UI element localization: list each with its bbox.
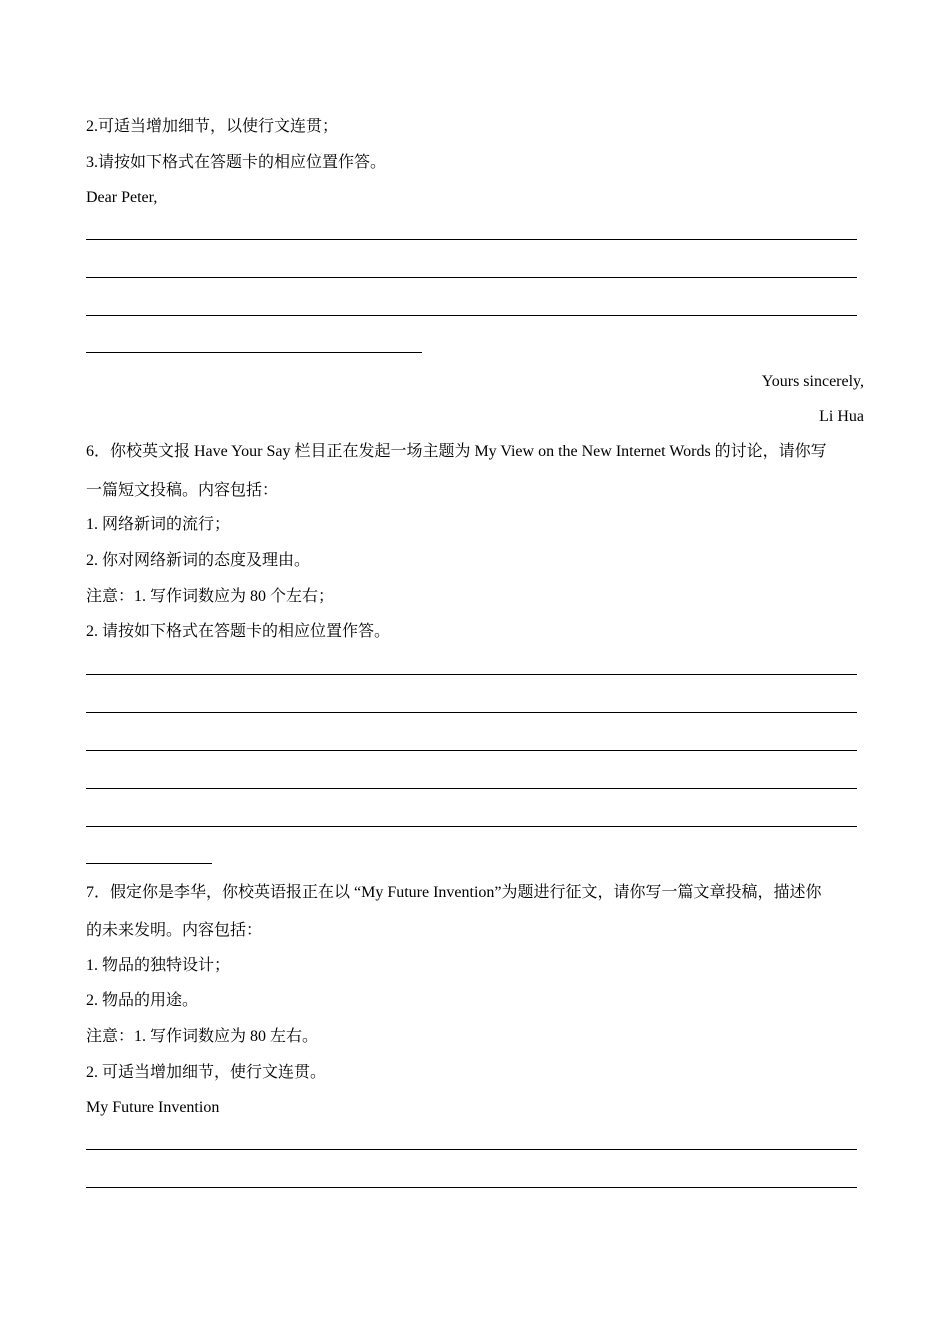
- answer-line: [86, 315, 857, 316]
- answer-line-partial: [86, 352, 422, 353]
- answer-line: [86, 1149, 857, 1150]
- letter-salutation: Dear Peter,: [86, 189, 158, 206]
- q6-note-1: 注意：1. 写作词数应为 80 个左右；: [86, 588, 335, 605]
- q7-prompt-line-2: 的未来发明。内容包括：: [86, 922, 263, 939]
- s5-note-2: 2.可适当增加细节，以使行文连贯；: [86, 118, 339, 135]
- answer-line: [86, 750, 857, 751]
- answer-line: [86, 674, 857, 675]
- q7-prompt-line-1: 7．假定你是李华，你校英语报正在以 “My Future Invention”为题进行征文，请你写一篇文章投稿，描述你: [86, 884, 822, 901]
- answer-line-partial: [86, 863, 212, 864]
- q6-note-2: 2. 请按如下格式在答题卡的相应位置作答。: [86, 623, 391, 640]
- q6-prompt-line-1: 6．你校英文报 Have Your Say 栏目正在发起一场主题为 My View on the New Internet Words 的讨论，请你写: [86, 443, 827, 460]
- answer-line: [86, 712, 857, 713]
- essay-title: My Future Invention: [86, 1099, 220, 1116]
- q7-note-2: 2. 可适当增加细节，使行文连贯。: [86, 1064, 327, 1081]
- answer-line: [86, 788, 857, 789]
- answer-line: [86, 1187, 857, 1188]
- letter-closing: Yours sincerely,: [761, 373, 864, 390]
- q6-item-2: 2. 你对网络新词的态度及理由。: [86, 552, 311, 569]
- q6-item-1: 1. 网络新词的流行；: [86, 516, 231, 533]
- letter-signature: Li Hua: [819, 408, 864, 425]
- answer-line: [86, 239, 857, 240]
- q7-note-1: 注意：1. 写作词数应为 80 左右。: [86, 1028, 319, 1045]
- q7-item-1: 1. 物品的独特设计；: [86, 957, 231, 974]
- q7-item-2: 2. 物品的用途。: [86, 992, 199, 1009]
- answer-line: [86, 277, 857, 278]
- answer-line: [86, 826, 857, 827]
- q6-prompt-line-2: 一篇短文投稿。内容包括：: [86, 482, 279, 499]
- s5-note-3: 3.请按如下格式在答题卡的相应位置作答。: [86, 154, 387, 171]
